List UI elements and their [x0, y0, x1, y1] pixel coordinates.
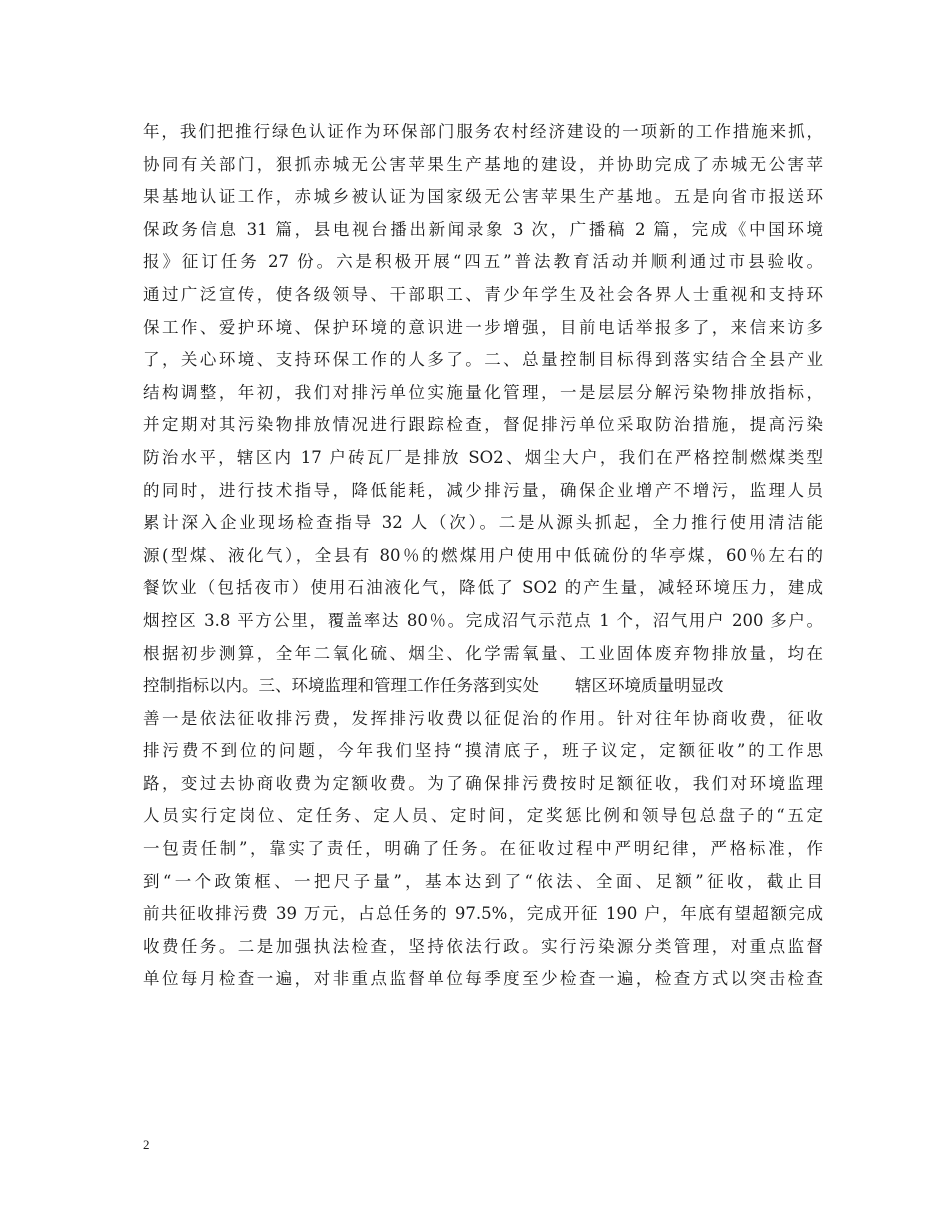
- text-line: 保工作、爱护环境、保护环境的意识进一步增强，目前电话举报多了，来信来访多: [143, 317, 823, 337]
- text-line: 果基地认证工作，赤城乡被认证为国家级无公害苹果生产基地。五是向省市报送环: [143, 187, 823, 207]
- text-line: 路，变过去协商收费为定额收费。为了确保排污费按时足额征收，我们对环境监理: [143, 773, 823, 793]
- text-line: 前共征收排污费 39 万元，占总任务的 97.5%，完成开征 190 户，年底有望超额完成: [143, 904, 823, 924]
- text-line: 通过广泛宣传，使各级领导、干部职工、青少年学生及社会各界人士重视和支持环: [143, 284, 823, 304]
- text-line: 烟控区 3.8 平方公里，覆盖率达 80％。完成沼气示范点 1 个，沼气用户 200 多户。: [143, 610, 823, 630]
- page-number: 2: [143, 1137, 150, 1152]
- text-line: 收费任务。二是加强执法检查，坚持依法行政。实行污染源分类管理，对重点监督: [143, 936, 823, 956]
- text-line: 的同时，进行技术指导，降低能耗，减少排污量，确保企业增产不增污，监理人员: [143, 480, 823, 500]
- text-line: 累计深入企业现场检查指导 32 人（次）。二是从源头抓起，全力推行使用清洁能: [143, 513, 823, 533]
- text-line: 年，我们把推行绿色认证作为环保部门服务农村经济建设的一项新的工作措施来抓，: [143, 122, 823, 141]
- text-line-part: 辖区环境质量明显改: [575, 676, 724, 696]
- text-line: 防治水平，辖区内 17 户砖瓦厂是排放 SO2、烟尘大户，我们在严格控制燃煤类型: [143, 447, 823, 467]
- text-line: 餐饮业（包括夜市）使用石油液化气，降低了 SO2 的产生量，减轻环境压力，建成: [143, 578, 823, 598]
- text-line: 到“一个政策框、一把尺子量”，基本达到了“依法、全面、足额”征收，截止目: [143, 871, 823, 891]
- body-text: [143, 116, 823, 996]
- text-line-with-gap: [143, 670, 823, 703]
- text-line: 排污费不到位的问题，今年我们坚持“摸清底子，班子议定，定额征收”的工作思: [143, 741, 823, 761]
- text-line: 源(型煤、液化气），全县有 80％的燃煤用户使用中低硫份的华亭煤，60％左右的: [143, 545, 823, 565]
- text-line-part: 控制指标以内。三、环境监理和管理工作任务落到实处: [143, 676, 539, 696]
- text-line: 单位每月检查一遍，对非重点监督单位每季度至少检查一遍，检查方式以突击检查: [143, 969, 823, 989]
- text-line: 善一是依法征收排污费，发挥排污收费以征促治的作用。针对往年协商收费，征收: [143, 708, 823, 728]
- text-line: 了，关心环境、支持环保工作的人多了。二、总量控制目标得到落实结合全县产业: [143, 350, 823, 370]
- text-line: 结构调整，年初，我们对排污单位实施量化管理，一是层层分解污染物排放指标，: [143, 382, 823, 402]
- text-line: 根据初步测算，全年二氧化硫、烟尘、化学需氧量、工业固体废弃物排放量，均在: [143, 643, 823, 663]
- text-line: 并定期对其污染物排放情况进行跟踪检查，督促排污单位采取防治措施，提高污染: [143, 415, 823, 435]
- text-line: 人员实行定岗位、定任务、定人员、定时间，定奖惩比例和领导包总盘子的“五定: [143, 806, 823, 826]
- text-line: 保政务信息 31 篇，县电视台播出新闻录象 3 次，广播稿 2 篇，完成《中国环境: [143, 219, 823, 239]
- text-line: 协同有关部门，狠抓赤城无公害苹果生产基地的建设，并协助完成了赤城无公害苹: [143, 154, 823, 174]
- text-line: 一包责任制”，靠实了责任，明确了任务。在征收过程中严明纪律，严格标准，作: [143, 839, 823, 859]
- text-line: 报》征订任务 27 份。六是积极开展“四五”普法教育活动并顺利通过市县验收。: [143, 252, 823, 272]
